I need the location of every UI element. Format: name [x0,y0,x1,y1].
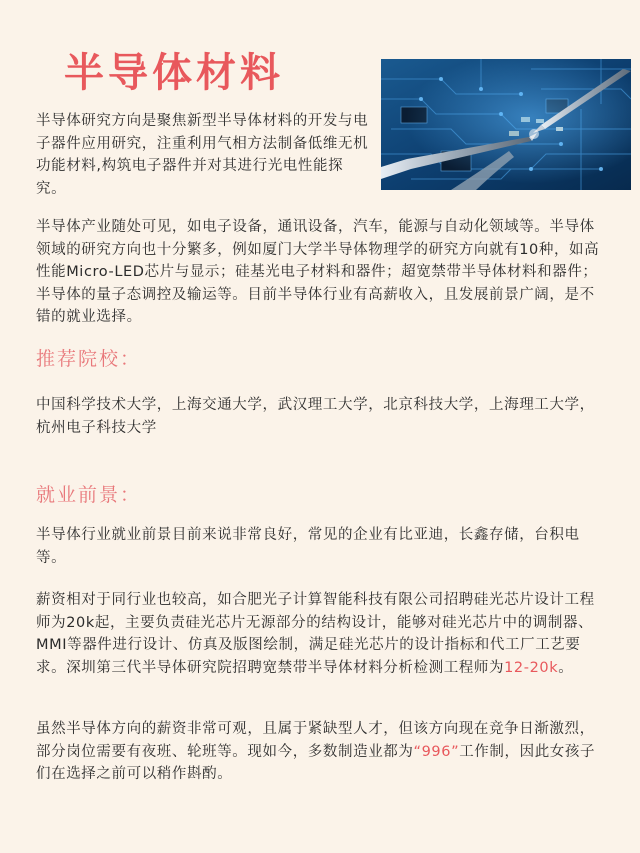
workload-text: 虽然半导体方向的薪资非常可观，且属于紧缺型人才，但该方向现在竞争日渐激烈，部分岗位需要有夜班、轮班等。现如今，多数制造业都为 [36,721,595,760]
workload-end: 工作制，因此女孩子们在选择之前可以稍作斟酌。 [36,743,596,782]
career-heading: 就业前景： [36,484,142,506]
page-title: 半导体材料 [64,50,284,96]
schools-list: 中国科学技术大学，上海交通大学，武汉理工大学，北京科技大学，上海理工大学，杭州电子科技大学 [36,397,595,436]
salary-text: 薪资相对于同行业也较高，如合肥光子计算智能科技有限公司招聘硅光芯片设计工程师为20k起，主要负责硅光芯片无源部分的结构设计，能够对硅光芯片中的调制器、MMI等器件进行设计、仿真及版图绘制，满足硅光芯片的设计指标和代工厂工艺要求。深圳第三代半导体研究院招聘宽禁带半导体材料分析检测工程师为 [36,592,595,676]
career-paragraph-2 [36,589,608,679]
intro-paragraph: 半导体研究方向是聚焦新型半导体材料的开发与电子器件应用研究，注重利用气相方法制备低维无机功能材料,构筑电子器件并对其进行光电性能探究。 [36,113,369,197]
circuit-board-image [381,59,631,190]
salary-end: 。 [558,659,574,676]
schools-heading: 推荐院校： [36,348,142,370]
career-paragraph-1: 半导体行业就业前景目前来说非常良好，常见的企业有比亚迪，长鑫存储，台积电等。 [36,527,580,566]
industry-paragraph: 半导体产业随处可见，如电子设备，通讯设备，汽车，能源与自动化领域等。半导体领域的研究方向也十分繁多，例如厦门大学半导体物理学的研究方向就有10种，如高性能Micro-LED芯片与显示；硅基光电子材料和器件；超宽禁带半导体材料和器件；半导体的量子态调控及输运等。目前半导体行业有高薪收入，且发展前景广阔，是不错的就业选择。 [36,219,600,325]
workload-highlight: “996” [413,743,460,760]
career-paragraph-3 [36,718,608,786]
salary-highlight: 12-20k [504,659,559,676]
